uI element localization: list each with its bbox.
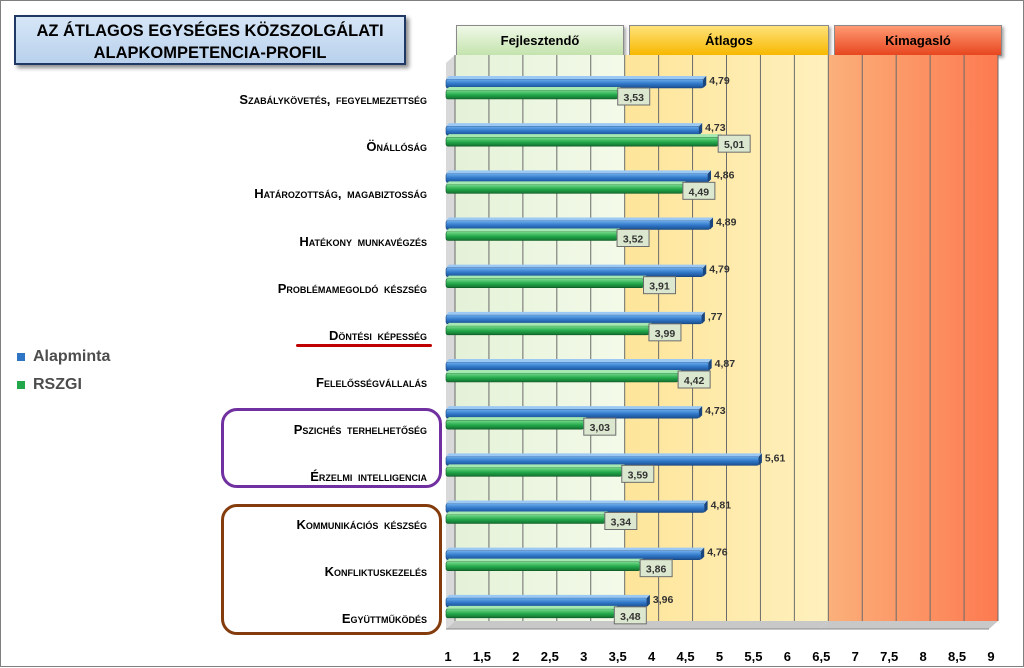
value-label-alapminta: 4,79 (709, 75, 730, 87)
band-floor-1 (616, 621, 829, 629)
legend-label-alapminta: Alapminta (33, 348, 111, 365)
bar-rszgi (446, 467, 622, 476)
value-label-rszgi: 3,34 (610, 516, 632, 529)
bar-alapminta (446, 79, 703, 88)
x-tick-label: 4 (648, 649, 656, 664)
x-tick-label: 1 (444, 649, 452, 664)
bar-top-rszgi (446, 370, 681, 373)
value-label-rszgi: 3,03 (589, 422, 611, 435)
x-tick-label: 6,5 (812, 649, 831, 664)
category-label: Felelősségvállalás (316, 375, 427, 390)
bar-rszgi (446, 562, 640, 571)
x-tick-label: 2 (512, 649, 520, 664)
bar-top-alapminta (446, 595, 650, 598)
bar-alapminta (446, 409, 699, 418)
band-header-atlagos: Átlagos (629, 25, 829, 56)
bar-alapminta (446, 268, 703, 277)
legend-label-rszgi: RSZGI (33, 376, 82, 393)
bar-rszgi (446, 373, 678, 382)
bar-top-alapminta (446, 170, 711, 173)
x-tick-label: 8 (919, 649, 927, 664)
category-label: Problémamegoldó készség (277, 280, 427, 296)
value-label-rszgi: 3,53 (623, 92, 644, 104)
x-tick-label: 8,5 (948, 649, 967, 664)
band-header-kimagaslo: Kimagasló (834, 25, 1002, 56)
bar-top-alapminta (446, 123, 702, 126)
bar-alapminta (446, 504, 705, 513)
x-tick-label: 7,5 (880, 649, 899, 664)
value-label-alapminta: 4,73 (705, 122, 726, 135)
category-label: Döntési képesség (328, 327, 427, 343)
bar-rszgi (446, 137, 718, 146)
bar-top-rszgi (446, 87, 621, 90)
value-label-rszgi: 4,49 (688, 186, 710, 199)
x-tick-label: 3,5 (608, 649, 627, 664)
value-label-rszgi: 5,01 (723, 139, 745, 152)
value-label-alapminta: ,77 (707, 310, 723, 323)
category-label: Érzelmi intelligencia (310, 469, 427, 485)
bar-top-rszgi (446, 606, 617, 609)
value-label-alapminta: 5,61 (764, 452, 786, 465)
value-label-alapminta: 3,96 (652, 593, 674, 606)
category-label: Pszichés terhelhetőség (293, 422, 427, 438)
title-line-1: AZ ÁTLAGOS EGYSÉGES KÖZSZOLGÁLATI (36, 22, 384, 40)
category-label: Határozottság, magabiztosság (254, 186, 427, 202)
bar-top-alapminta (446, 76, 706, 79)
category-label: Szabálykövetés, fegyelmezettség (239, 92, 427, 107)
bar-rszgi (446, 184, 683, 193)
value-label-rszgi: 3,48 (620, 610, 641, 623)
value-label-alapminta: 4,86 (713, 169, 735, 182)
bar-top-rszgi (446, 276, 647, 279)
bar-top-alapminta (446, 501, 708, 504)
value-label-rszgi: 3,91 (649, 280, 670, 293)
bar-alapminta (446, 315, 702, 324)
x-tick-label: 5,5 (744, 649, 763, 664)
x-tick-label: 7 (851, 649, 859, 664)
value-label-alapminta: 4,81 (710, 499, 732, 512)
x-tick-label: 5 (715, 649, 724, 664)
band-header-fejlesztendo: Fejlesztendő (456, 25, 624, 56)
bar-top-alapminta (446, 406, 702, 409)
band-floor-0 (446, 621, 625, 629)
bar-top-rszgi (446, 181, 686, 184)
bar-alapminta (446, 456, 759, 465)
bar-rszgi (446, 232, 617, 241)
bar-alapminta (446, 126, 699, 135)
category-label: Önállóság (366, 139, 427, 155)
bar-top-rszgi (446, 229, 620, 232)
value-label-rszgi: 3,99 (654, 327, 676, 340)
value-label-rszgi: 4,42 (683, 375, 705, 387)
bar-top-alapminta (446, 265, 706, 268)
value-label-rszgi: 3,52 (622, 233, 644, 246)
bar-alapminta (446, 221, 710, 230)
value-label-rszgi: 3,86 (645, 563, 667, 576)
bar-alapminta (446, 598, 647, 607)
x-tick-label: 1,5 (472, 649, 491, 664)
bar-rszgi (446, 326, 649, 335)
category-label: Együttműködés (341, 610, 427, 626)
bar-top-rszgi (446, 559, 643, 562)
bar-rszgi (446, 515, 605, 524)
band-wall-2 (828, 55, 998, 621)
value-label-rszgi: 3,59 (627, 469, 649, 482)
bar-alapminta (446, 173, 708, 182)
bar-rszgi (446, 279, 644, 288)
x-tick-label: 6 (783, 649, 791, 664)
category-label: Kommunikációs készség (296, 516, 427, 532)
bar-top-alapminta (446, 312, 705, 315)
value-label-alapminta: 4,87 (714, 358, 736, 370)
bar-top-alapminta (446, 548, 704, 551)
value-label-alapminta: 4,79 (709, 263, 730, 276)
bar-rszgi (446, 90, 618, 99)
bar-rszgi (446, 420, 584, 429)
category-label: Konfliktuskezelés (324, 563, 427, 579)
x-tick-label: 9 (987, 649, 995, 664)
bar-top-alapminta (446, 453, 762, 456)
value-label-alapminta: 4,73 (705, 405, 726, 418)
title-line-2: ALAPKOMPETENCIA-PROFIL (93, 44, 327, 62)
x-tick-label: 2,5 (540, 649, 559, 664)
x-tick-label: 3 (580, 649, 588, 664)
bar-top-alapminta (446, 218, 713, 221)
bar-top-rszgi (446, 323, 652, 326)
bar-top-rszgi (446, 134, 721, 137)
bar-alapminta (446, 551, 701, 560)
value-label-alapminta: 4,76 (707, 546, 728, 559)
value-label-alapminta: 4,89 (716, 216, 737, 229)
bar-top-rszgi (446, 464, 625, 467)
bar-chart (1, 1, 1024, 668)
band-floor-2 (819, 621, 998, 629)
bar-alapminta (446, 362, 709, 371)
bar-top-rszgi (446, 512, 608, 515)
bar-top-alapminta (446, 359, 712, 362)
category-label: Hatékony munkavégzés (299, 233, 427, 249)
x-tick-label: 4,5 (676, 649, 695, 664)
bar-rszgi (446, 609, 614, 618)
bar-top-rszgi (446, 417, 587, 420)
